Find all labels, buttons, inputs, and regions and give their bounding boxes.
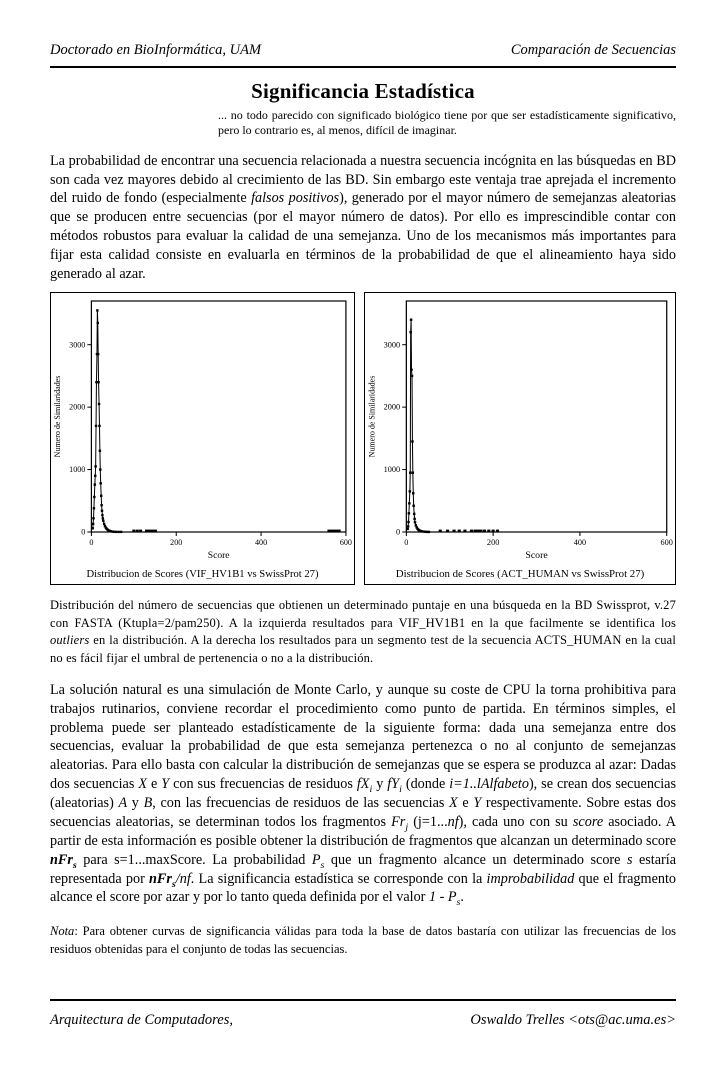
svg-text:2000: 2000	[383, 402, 401, 412]
x-axis-label: Score	[207, 549, 230, 561]
histogram-svg	[51, 293, 354, 584]
page-header	[50, 42, 676, 68]
svg-text:0: 0	[81, 527, 86, 537]
svg-text:2000: 2000	[69, 402, 86, 412]
figures-row	[50, 292, 676, 585]
epigraph-text: ... no todo parecido con significado biológico tiene por que ser estadísticamente significativo, pero lo contrario es, al menos, difícil de imaginar.	[218, 108, 676, 138]
svg-text:200: 200	[170, 537, 183, 547]
svg-text:0: 0	[404, 537, 409, 547]
svg-text:0: 0	[396, 527, 401, 537]
svg-text:0: 0	[89, 537, 94, 547]
x-axis-label: Score	[525, 549, 548, 561]
svg-text:1000: 1000	[383, 465, 401, 474]
svg-text:3000: 3000	[69, 340, 86, 350]
page-footer	[50, 999, 676, 1029]
y-axis-label: Numero de Similaridades	[367, 375, 377, 458]
histogram-svg	[365, 293, 675, 584]
page-title: Significancia Estadística	[251, 79, 475, 103]
footer-department: Arquitectura de Computadores,	[50, 1012, 233, 1028]
svg-text:1000: 1000	[69, 465, 86, 475]
svg-text:400: 400	[573, 537, 587, 547]
score-distribution-chart-left	[50, 292, 355, 585]
method-paragraph: La solución natural es una simulación de Monte Carlo, y aunque su coste de CPU la torna prohibitiva para trabajos rutinarios, conviene recordar el procedimiento como punto de partida. En términos simples, el problema puede ser planteado estadísticamente de la siguiente forma: dada una semejanza entre dos secuencias, evaluar la probabilidad de que esta semejanza pertenezca o no al conjunto de semejanzas aleatorias. Para ello basta con calcular la distribución de semejanzas que se espera se produzca al azar: Dadas dos secuencias X e Y con sus frecuencias de residuos $fX_i$ y $fY_i$ (donde i=1..lAlfabeto), se crean dos secuencias (aleatorias) A y B, con las frecuencias de residuos de las secuencias X e Y respectivamente. Sobre estas dos secuencias aleatorias, se determinan todos los fragmentos $Fr_j$ (j=1...nf), cada uno con su score asociado. A partir de esta información es posible obtener la distribución de fragmentos que alcanzan un determinado score nFr$_s$ para s=1...maxScore. La probabilidad $P_s$ que un fragmento alcance un determinado score s estaría representada por nFr$_s$/nf. La significancia estadística se corresponde con la improbabilidad que el fragmento alcance el score por azar y por lo tanto queda definida por el valor $1 - P_s$.	[50, 681, 677, 909]
svg-text:400: 400	[255, 537, 268, 547]
intro-paragraph: La probabilidad de encontrar una secuencia relacionada a nuestra secuencia incógnita en las búsquedas en BD son cada vez mayores debido al crecimiento de las BD. Sin embargo este ventaja trae aprejada el incremento del ruido de fondo (especialmente falsos positivos), generado por el mayor número de semejanzas aleatorias que se producen entre secuencias (por el mayor número de datos). Por ello es imprescindible contar con métodos robustos para evaluar la calidad de una semejanza. Uno de los mecanismos más importantes para fijar esta calidad consiste en evaluarla en términos de la probabilidad de que el alineamiento haya sido generado al azar.	[50, 152, 676, 282]
svg-text:600: 600	[339, 537, 352, 547]
svg-text:200: 200	[486, 537, 500, 547]
chart-caption: Distribucion de Scores (VIF_HV1B1 vs SwissProt 27)	[86, 568, 319, 580]
footer-author-email: Oswaldo Trelles <ots@ac.uma.es>	[470, 1012, 676, 1028]
y-axis-label: Numero de Similaridades	[53, 375, 63, 458]
header-section-title: Comparación de Secuencias	[510, 42, 676, 58]
header-course-title: Doctorado en BioInformática, UAM	[50, 42, 262, 58]
svg-text:600: 600	[660, 537, 673, 547]
figure-caption: Distribución del número de secuencias que obtienen un determinado puntaje en una búsqueda en la BD Swissprot, v.27 con FASTA (Ktupla=2/pam250). A la izquierda resultados para VIF_HV1B1 en la que facilmente se identifica los outliers en la distribución. A la derecha los resultados para un segmento test de la secuencia ACTS_HUMAN en la cual no es fácil fijar el umbral de pertenencia o no a la distribución.	[50, 597, 676, 666]
note-paragraph: Nota: Para obtener curvas de significancia válidas para toda la base de datos bastaría con utilizar las frecuencias de los residuos obtenidas para el conjunto de todas las secuencias.	[50, 924, 676, 956]
score-distribution-chart-right	[364, 292, 676, 585]
svg-text:3000: 3000	[383, 340, 401, 350]
chart-caption: Distribucion de Scores (ACT_HUMAN vs SwissProt 27)	[395, 567, 645, 580]
